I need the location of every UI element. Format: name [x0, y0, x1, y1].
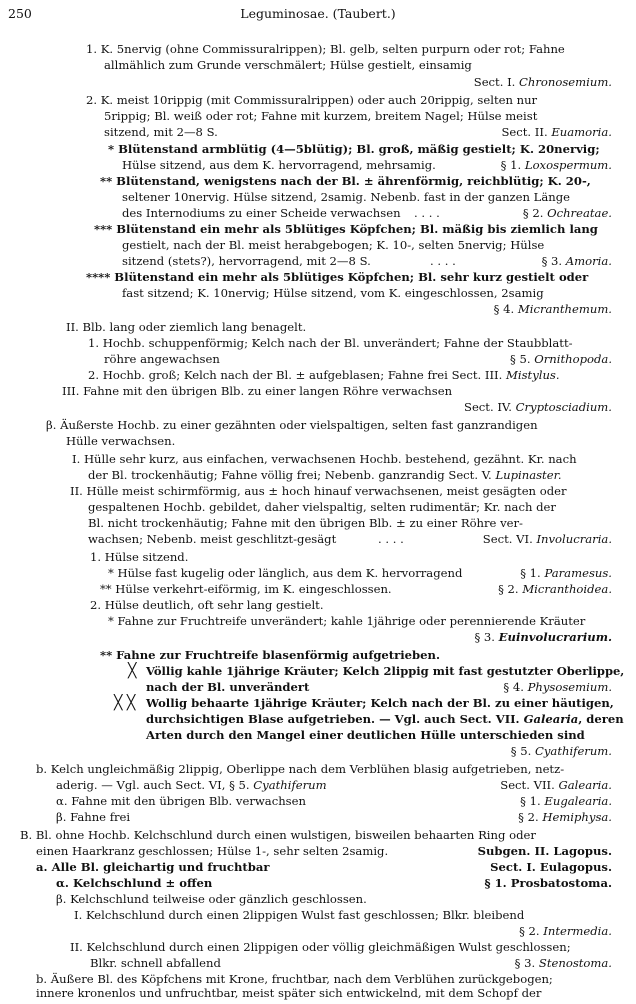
key-line: I. Hülle sehr kurz, aus einfachen, verwachsenen Hochb. bestehend, gezähnt. Kr. nach [72, 452, 577, 466]
taxon-name: Involucraria. [536, 532, 612, 546]
key-line: β. Kelchschlund teilweise oder gänzlich geschlossen. [56, 892, 367, 906]
key-line-right: § 5. Ornithopoda. [510, 352, 612, 366]
key-line: des Internodiums zu einer Scheide verwachsen [122, 206, 401, 220]
taxon-name: Galearia. [558, 778, 612, 792]
key-line: Arten durch den Mangel einer deutlichen Hülle unterschieden sind [146, 728, 585, 742]
key-line: gestielt, nach der Bl. meist herabgebogen; K. 10-, selten 5nervig; Hülse [122, 238, 545, 252]
key-line [200, 75, 612, 90]
key-line: allmählich zum Grunde verschmälert; Hülse gestielt, einsamig [104, 58, 472, 72]
key-line: II. Kelchschlund durch einen 2lippigen oder völlig gleichmäßigen Wulst geschlossen; [70, 940, 571, 954]
taxon-name: Loxospermum. [524, 158, 612, 172]
cross-mark-icon: ╳ [128, 663, 137, 679]
key-line: sitzend (stets?), hervorragend, mit 2—8 S. [122, 254, 371, 268]
key-line: b. Kelch ungleichmäßig 2lippig, Oberlippe nach dem Verblühen blasig aufgetrieben, netz- [36, 762, 565, 776]
key-line: β. Fahne frei [56, 810, 131, 824]
key-line: * Hülse fast kugelig oder länglich, aus dem K. hervorragend [108, 566, 463, 580]
key-line: * Fahne zur Fruchtreife unverändert; kahle 1jährige oder perennierende Kräuter [108, 614, 586, 628]
key-line: Hülle verwachsen. [66, 434, 176, 448]
taxon-name: Lupinaster. [495, 468, 562, 482]
key-line: II. Blb. lang oder ziemlich lang benagelt. [66, 320, 307, 334]
taxon-name: Stenostoma. [538, 956, 612, 970]
taxon-name: Ochreatae. [547, 206, 612, 220]
key-line: α. Fahne mit den übrigen Blb. verwachsen [56, 794, 306, 808]
taxon-name: Hemiphysa. [542, 810, 612, 824]
key-line-right: § 4. Physosemium. [503, 680, 612, 694]
key-line: ** Fahne zur Fruchtreife blasenförmig aufgetrieben. [100, 648, 440, 662]
key-line: der Bl. trockenhäutig; Fahne völlig frei; Nebenb. ganzrandig Sect. V. Lupinaster. [88, 468, 562, 482]
key-line-right: § 2. Ochreatae. [522, 206, 612, 220]
taxon-name: Micranthoidea. [522, 582, 612, 596]
key-line-right: § 4. Micranthemum. [493, 302, 612, 316]
key-line-right: § 1. Paramesus. [520, 566, 612, 580]
key-line: Völlig kahle 1jährige Kräuter; Kelch 2lippig mit fast gestutzter Oberlippe, [146, 664, 625, 678]
key-line: Bl. nicht trockenhäutig; Fahne mit den übrigen Blb. ± zu einer Röhre ver- [88, 516, 523, 530]
running-head: Leguminosae. (Taubert.) [240, 6, 396, 21]
key-line: II. Hülle meist schirmförmig, aus ± hoch hinauf verwachsenen, meist gesägten oder [70, 484, 567, 498]
leader-dots: . . . . [378, 532, 404, 546]
key-line-right: Subgen. II. Lagopus. [477, 844, 612, 858]
key-line: *** Blütenstand ein mehr als 5blütiges Köpfchen; Bl. mäßig bis ziemlich lang [94, 222, 598, 236]
leader-dots: . . . . [414, 206, 440, 220]
key-line: seltener 10nervig. Hülse sitzend, 2samig. Nebenb. fast in der ganzen Länge [122, 190, 571, 204]
taxon-name: Chronosemium. [519, 75, 612, 89]
taxon-name: Galearia [523, 712, 579, 726]
key-line: b. Äußere Bl. des Köpfchens mit Krone, fruchtbar, nach dem Verblühen zurückgebogen; [36, 972, 553, 986]
key-line: I. Kelchschlund durch einen 2lippigen Wulst fast geschlossen; Blkr. bleibend [74, 908, 525, 922]
taxon-name: Amoria. [565, 254, 612, 268]
taxon-name: Paramesus. [544, 566, 612, 580]
key-line-right: § 2. Hemiphysa. [518, 810, 612, 824]
key-line: 2. Hülse deutlich, oft sehr lang gestielt. [90, 598, 324, 612]
key-line: α. Kelchschlund ± offen [56, 876, 213, 890]
taxon-name: Cryptosciadium. [515, 400, 612, 414]
key-line: 2. K. meist 10rippig (mit Commissuralrippen) oder auch 20rippig, selten nur [86, 93, 538, 107]
key-line: **** Blütenstand ein mehr als 5blütiges Köpfchen; Bl. sehr kurz gestielt oder [86, 270, 589, 284]
key-line-right: Sect. IV. Cryptosciadium. [464, 400, 612, 414]
taxon-name: Intermedia. [543, 924, 612, 938]
key-line: gespaltenen Hochb. gebildet, daher vielspaltig, selten rudimentär; Kr. nach der [88, 500, 556, 514]
key-line-right: § 1. Prosbatostoma. [484, 876, 612, 890]
key-line: β. Äußerste Hochb. zu einer gezähnten oder vielspaltigen, selten fast ganzrandigen [46, 418, 538, 432]
double-cross-mark-icon: ╳ ╳ [114, 695, 136, 711]
key-line: innere kronenlos und unfruchtbar, meist später sich entwickelnd, mit dem Schopf der [36, 986, 542, 1000]
key-line-right: § 2. Intermedia. [519, 924, 612, 938]
key-line-right: § 1. Loxospermum. [500, 158, 612, 172]
leader-dots: . . . . [430, 254, 456, 268]
key-line-right: Sect. II. Euamoria. [501, 125, 612, 139]
key-line-right: § 2. Micranthoidea. [498, 582, 612, 596]
key-line: 1. K. 5nervig (ohne Commissuralrippen); Bl. gelb, selten purpurn oder rot; Fahne [86, 42, 565, 56]
key-line-right: Sect. VII. Galearia. [500, 778, 612, 792]
key-line-right: § 3. Euinvolucrarium. [474, 630, 612, 644]
key-line: 1. Hochb. schuppenförmig; Kelch nach der Bl. unverändert; Fahne der Staubblatt- [88, 336, 573, 350]
key-line: aderig. — Vgl. auch Sect. VI, § 5. Cyathiferum [56, 778, 327, 792]
key-line: B. Bl. ohne Hochb. Kelchschlund durch einen wulstigen, bisweilen behaarten Ring oder [20, 828, 536, 842]
key-line-right: Sect. I. Eulagopus. [490, 860, 612, 874]
taxon-name: Cyathiferum [253, 778, 327, 792]
key-line: ** Blütenstand, wenigstens nach der Bl. ± ährenförmig, reichblütig; K. 20-, [100, 174, 591, 188]
key-line-right: Sect. VI. Involucraria. [482, 532, 612, 546]
taxon-name: Euinvolucrarium. [498, 630, 612, 644]
key-line: röhre angewachsen [104, 352, 220, 366]
page-number: 250 [8, 6, 32, 21]
key-line: 1. Hülse sitzend. [90, 550, 189, 564]
key-line: Hülse sitzend, aus dem K. hervorragend, mehrsamig. [122, 158, 436, 172]
section-label: Sect. I. [473, 75, 516, 89]
key-line: ** Hülse verkehrt-eiförmig, im K. eingeschlossen. [100, 582, 392, 596]
key-line: Blkr. schnell abfallend [90, 956, 221, 970]
key-line: nach der Bl. unverändert [146, 680, 310, 694]
key-line-right: § 3. Stenostoma. [514, 956, 612, 970]
key-line: III. Fahne mit den übrigen Blb. zu einer langen Röhre verwachsen [62, 384, 453, 398]
key-line: wachsen; Nebenb. meist geschlitzt-gesägt [88, 532, 337, 546]
key-line: einen Haarkranz geschlossen; Hülse 1-, sehr selten 2samig. [36, 844, 389, 858]
taxon-name: Euamoria. [551, 125, 612, 139]
key-line: Wollig behaarte 1jährige Kräuter; Kelch nach der Bl. zu einer häutigen, [146, 696, 614, 710]
taxon-name: Micranthemum. [517, 302, 612, 316]
key-line: sitzend, mit 2—8 S. [104, 125, 218, 139]
key-line-right: § 3. Amoria. [541, 254, 612, 268]
taxon-name: Eugalearia. [544, 794, 612, 808]
key-line: 2. Hochb. groß; Kelch nach der Bl. ± aufgeblasen; Fahne frei Sect. III. Mistylus. [88, 368, 560, 382]
taxon-name: Cyathiferum. [534, 744, 612, 758]
taxon-name: Ornithopoda. [534, 352, 612, 366]
key-line: durchsichtigen Blase aufgetrieben. — Vgl. auch Sect. VII. Galearia, deren [146, 712, 624, 726]
key-line: 5rippig; Bl. weiß oder rot; Fahne mit kurzem, breitem Nagel; Hülse meist [104, 109, 538, 123]
key-line-right: § 5. Cyathiferum. [510, 744, 612, 758]
taxon-name: Physosemium. [527, 680, 612, 694]
key-line: fast sitzend; K. 10nervig; Hülse sitzend, vom K. eingeschlossen, 2samig [122, 286, 544, 300]
taxon-name: Mistylus. [506, 368, 560, 382]
key-line: a. Alle Bl. gleichartig und fruchtbar [36, 860, 270, 874]
key-line-right: § 1. Eugalearia. [520, 794, 612, 808]
key-line: * Blütenstand armblütig (4—5blütig); Bl. groß, mäßig gestielt; K. 20nervig; [108, 142, 600, 156]
taxon-name: Prosbatostoma. [510, 876, 612, 890]
